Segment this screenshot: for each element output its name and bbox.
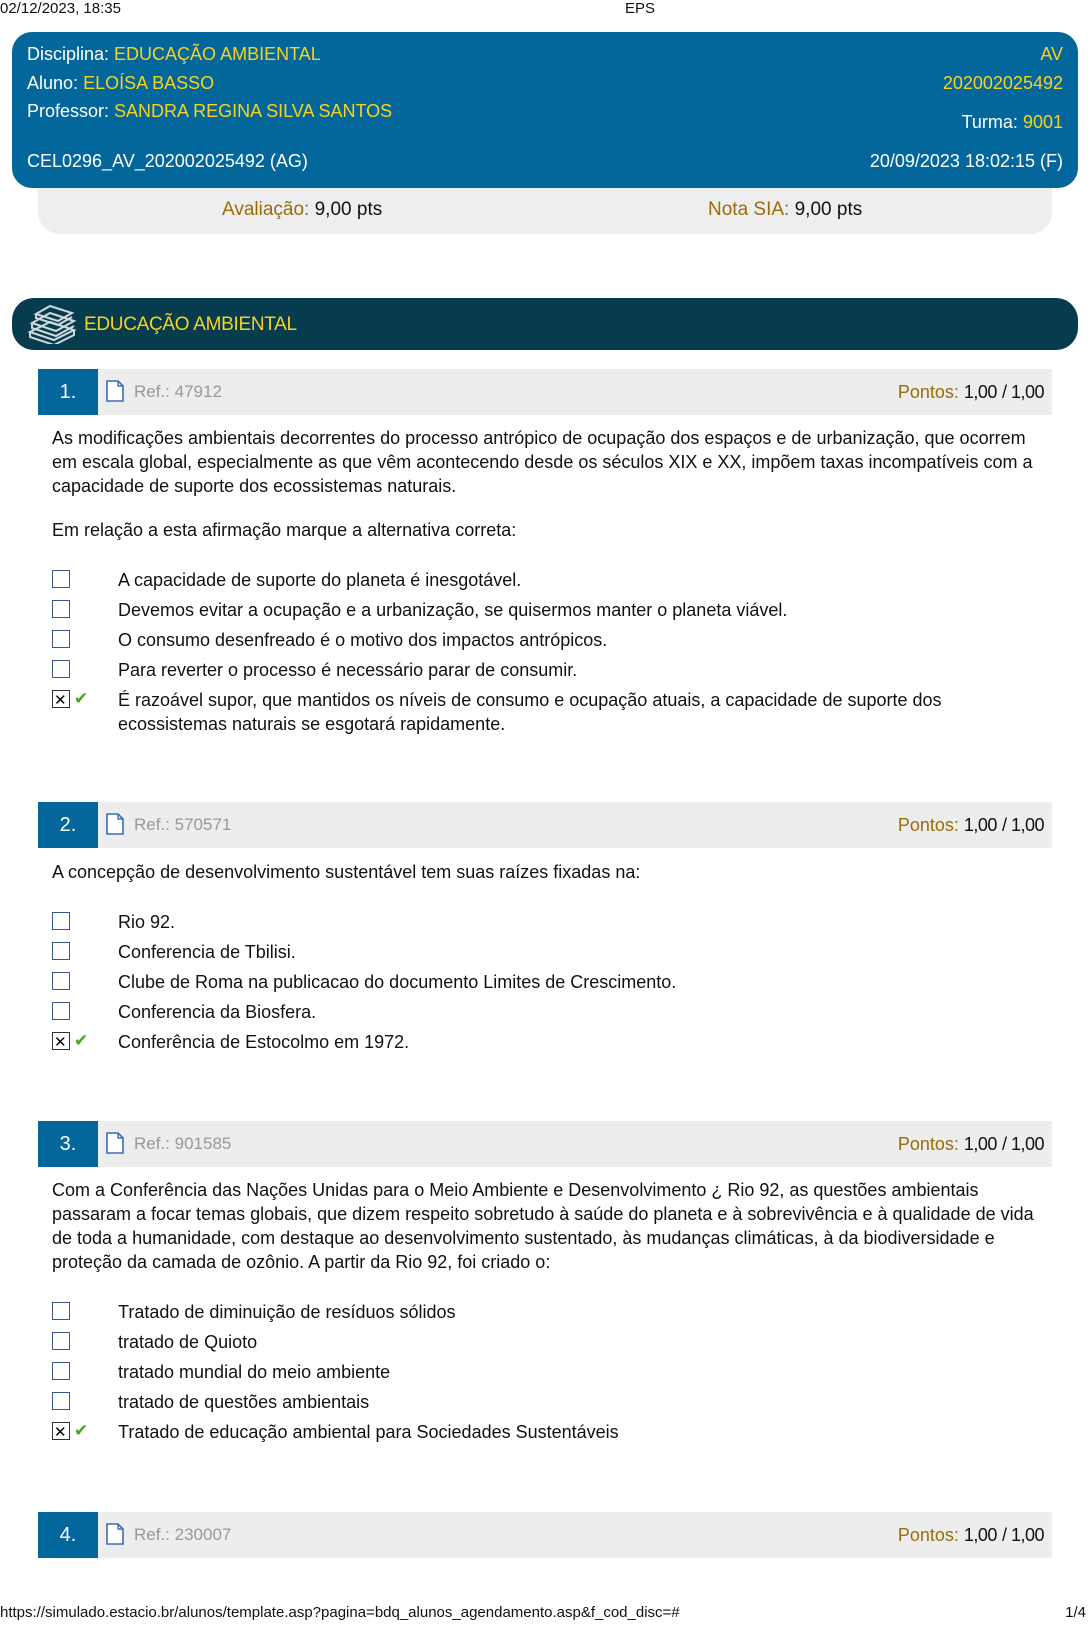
- turma-value: 9001: [1022, 112, 1063, 132]
- points-value: 1,00: [963, 1134, 997, 1154]
- question-header-1: [38, 369, 1052, 415]
- avaliacao-value: 9,00: [314, 199, 352, 220]
- section-header: [12, 298, 1078, 350]
- option-text: tratado mundial do meio ambiente: [118, 1362, 391, 1382]
- professor-row: [27, 101, 392, 122]
- option-checkbox[interactable]: [52, 660, 70, 678]
- option-text: Clube de Roma na publicacao do documento Limites de Crescimento.: [118, 972, 677, 992]
- disciplina-label: Disciplina:: [27, 44, 110, 64]
- avaliacao-label: Avaliação:: [222, 199, 310, 220]
- option-checkbox[interactable]: [52, 1332, 70, 1350]
- question-text: Com a Conferência das Nações Unidas para o Meio Ambiente e Desenvolvimento ¿ Rio 92, as questões ambientais passaram a focar temas globais, que dizem respeito sobretudo à saúde do planeta e à sobrevivência e à qualidade de vida de toda a humanidade, com destaque ao desenvolvimento sustentado, às mudanças climáticas, à da biodiversidade e proteção da camada de ozônio. A partir da Rio 92, foi criado o:: [52, 1180, 1034, 1272]
- disciplina-row: [27, 44, 321, 65]
- print-url: https://simulado.estacio.br/alunos/template.asp?pagina=bdq_alunos_agendamento.asp&f_cod_disc=#: [0, 1604, 680, 1621]
- question-number: 1.: [38, 369, 98, 415]
- points-value: 1,00: [963, 815, 997, 835]
- print-header: [0, 0, 1090, 22]
- score-bar: [38, 188, 1052, 234]
- points-value: 1,00: [963, 382, 997, 402]
- option-checkbox[interactable]: [52, 570, 70, 588]
- option-checkbox[interactable]: [52, 972, 70, 990]
- option-checkbox[interactable]: [52, 1392, 70, 1410]
- document-icon[interactable]: [106, 813, 124, 835]
- aluno-label: Aluno:: [27, 73, 79, 93]
- option-text: Tratado de educação ambiental para Sociedades Sustentáveis: [118, 1422, 619, 1442]
- option-checkbox-checked[interactable]: [52, 1032, 70, 1050]
- disciplina-value: EDUCAÇÃO AMBIENTAL: [114, 44, 321, 64]
- turma-row: [962, 112, 1063, 133]
- question-number: 3.: [38, 1121, 98, 1167]
- option-checkbox[interactable]: [52, 912, 70, 930]
- print-date: 02/12/2023, 18:35: [0, 0, 121, 17]
- section-title: EDUCAÇÃO AMBIENTAL: [84, 314, 297, 335]
- points-label: Pontos:: [897, 1134, 959, 1154]
- question-text: As modificações ambientais decorrentes do processo antrópico de ocupação dos espaços e de urbanização, que ocorrem em escala global, especialmente as que vêm acontecendo desde os séculos XIX e XX, impõem taxas incompatíveis com a capacidade de suporte dos ecossistemas naturais.: [52, 428, 1033, 496]
- question-ref: Ref.: 230007: [134, 1525, 232, 1544]
- points-max: / 1,00: [1001, 815, 1044, 835]
- option-checkbox[interactable]: [52, 942, 70, 960]
- question-header-2: [38, 802, 1052, 848]
- correct-check-icon: ✔: [74, 1031, 89, 1051]
- print-page-number: 1/4: [1065, 1604, 1086, 1621]
- option-text: Tratado de diminuição de resíduos sólidos: [118, 1302, 456, 1322]
- professor-value: SANDRA REGINA SILVA SANTOS: [114, 101, 393, 121]
- option-text: Para reverter o processo é necessário parar de consumir.: [118, 660, 578, 680]
- points-value: 1,00: [963, 1525, 997, 1545]
- question-instruction: Em relação a esta afirmação marque a alternativa correta:: [52, 520, 517, 540]
- option-text: Rio 92.: [118, 912, 176, 932]
- document-icon[interactable]: [106, 1523, 124, 1545]
- matricula-value: 202002025492: [942, 73, 1063, 93]
- option-checkbox-checked[interactable]: [52, 1422, 70, 1440]
- points-max: / 1,00: [1001, 1525, 1044, 1545]
- option-checkbox[interactable]: [52, 600, 70, 618]
- avaliacao-score: [222, 199, 382, 221]
- books-icon: [26, 304, 78, 344]
- question-ref: Ref.: 570571: [134, 815, 232, 834]
- document-icon[interactable]: [106, 1132, 124, 1154]
- correct-check-icon: ✔: [74, 1421, 89, 1441]
- aluno-value: ELOÍSA BASSO: [83, 73, 215, 93]
- points-label: Pontos:: [897, 815, 959, 835]
- question-points: [898, 1134, 1044, 1155]
- option-text: tratado de questões ambientais: [118, 1392, 370, 1412]
- question-ref: Ref.: 901585: [134, 1134, 232, 1153]
- nota-sia-unit: pts: [836, 199, 863, 220]
- question-points: [898, 382, 1044, 403]
- option-checkbox[interactable]: [52, 1302, 70, 1320]
- points-label: Pontos:: [897, 382, 959, 402]
- nota-sia-label: Nota SIA:: [708, 199, 790, 220]
- question-points: [898, 1525, 1044, 1546]
- nota-sia-score: [708, 199, 862, 221]
- points-max: / 1,00: [1001, 382, 1044, 402]
- document-icon[interactable]: [106, 380, 124, 402]
- option-text: É razoável supor, que mantidos os níveis de consumo e ocupação atuais, a capacidade de suporte dos ecossistemas naturais se esgotará rapidamente.: [118, 690, 942, 734]
- exam-info-header: [12, 32, 1078, 188]
- avaliacao-unit: pts: [356, 199, 383, 220]
- points-label: Pontos:: [897, 1525, 959, 1545]
- option-text: Conferencia da Biosfera.: [118, 1002, 317, 1022]
- correct-check-icon: ✔: [74, 689, 89, 709]
- option-text: tratado de Quioto: [118, 1332, 258, 1352]
- option-text: Devemos evitar a ocupação e a urbanização, se quisermos manter o planeta viável.: [118, 600, 788, 620]
- question-ref: Ref.: 47912: [134, 382, 222, 401]
- av-label: AV: [1040, 44, 1063, 64]
- exam-datetime: 20/09/2023 18:02:15 (F): [869, 151, 1063, 171]
- question-number: 2.: [38, 802, 98, 848]
- option-text: Conferencia de Tbilisi.: [118, 942, 296, 962]
- question-header-4: [38, 1512, 1052, 1558]
- option-text: O consumo desenfreado é o motivo dos impactos antrópicos.: [118, 630, 608, 650]
- question-header-3: [38, 1121, 1052, 1167]
- nota-sia-value: 9,00: [794, 199, 832, 220]
- option-checkbox[interactable]: [52, 1362, 70, 1380]
- option-text: Conferência de Estocolmo em 1972.: [118, 1032, 410, 1052]
- question-number: 4.: [38, 1512, 98, 1558]
- question-points: [898, 815, 1044, 836]
- print-title: EPS: [624, 0, 655, 17]
- option-text: A capacidade de suporte do planeta é inesgotável.: [118, 570, 522, 590]
- points-max: / 1,00: [1001, 1134, 1044, 1154]
- option-checkbox[interactable]: [52, 1002, 70, 1020]
- question-text: A concepção de desenvolvimento sustentável tem suas raízes fixadas na:: [52, 862, 641, 882]
- turma-label: Turma:: [961, 112, 1018, 132]
- option-checkbox[interactable]: [52, 630, 70, 648]
- exam-code: CEL0296_AV_202002025492 (AG): [27, 151, 308, 171]
- option-checkbox-checked[interactable]: [52, 690, 70, 708]
- aluno-row: [27, 73, 214, 94]
- professor-label: Professor:: [27, 101, 110, 121]
